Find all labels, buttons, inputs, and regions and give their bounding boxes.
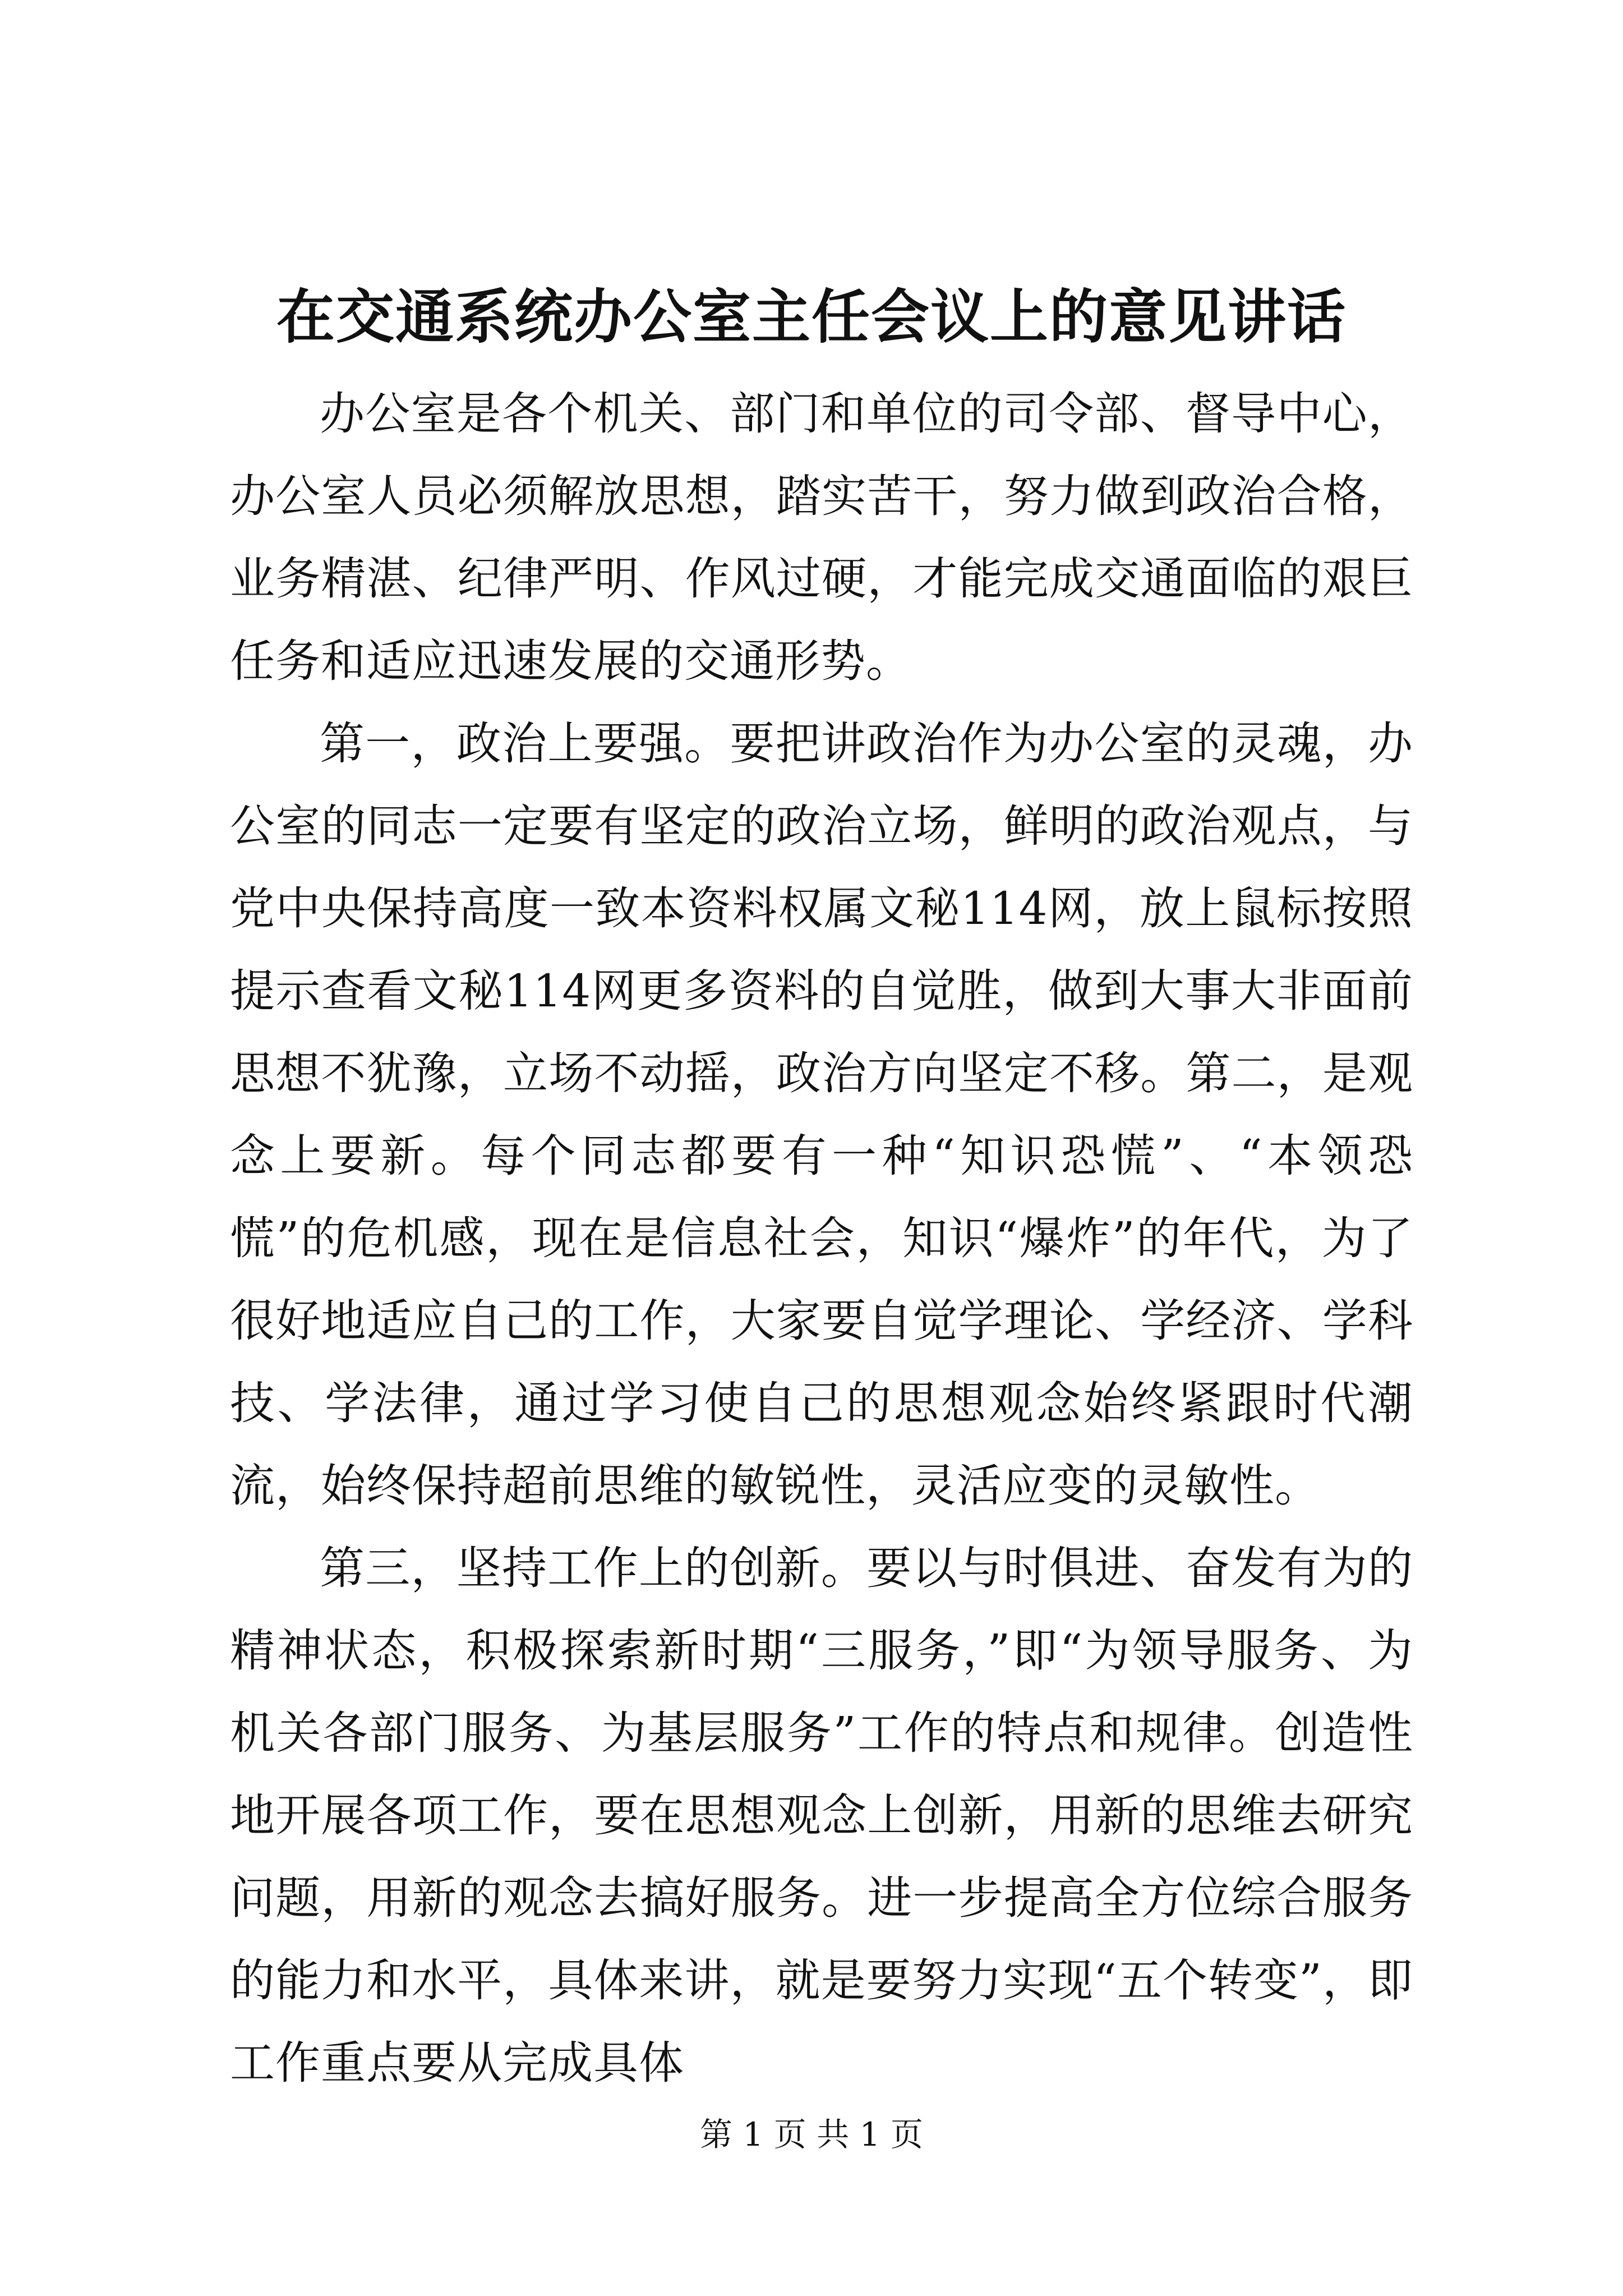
document-body: [230, 372, 1413, 2104]
paragraph-2: 第一，政治上要强。要把讲政治作为办公室的灵魂，办公室的同志一定要有坚定的政治立场，鲜明的政治观点，与党中央保持高度一致本资料权属文秘114网，放上鼠标按照提示查看文秘114网更多资料的自觉胜，做到大事大非面前思想不犹豫，立场不动摇，政治方向坚定不移。第二，是观念上要新。每个同志都要有一种“知识恐慌”、“本领恐慌”的危机感，现在是信息社会，知识“爆炸”的年代，为了很好地适应自己的工作，大家要自觉学理论、学经济、学科技、学法律，通过学习使自己的思想观念始终紧跟时代潮流，始终保持超前思维的敏锐性，灵活应变的灵敏性。: [230, 717, 1413, 1512]
paragraph-3: 第三，坚持工作上的创新。要以与时俱进、奋发有为的精神状态，积极探索新时期“三服务，”即“为领导服务、为机关各部门服务、为基层服务”工作的特点和规律。创造性地开展各项工作，要在思想观念上创新，用新的思维去研究问题，用新的观念去搞好服务。进一步提高全方位综合服务的能力和水平，具体来讲，就是要努力实现“五个转变”，即工作重点要从完成具体: [230, 1542, 1413, 2089]
paragraph-1: 办公室是各个机关、部门和单位的司令部、督导中心，办公室人员必须解放思想，踏实苦干，努力做到政治合格，业务精湛、纪律严明、作风过硬，才能完成交通面临的艰巨任务和适应迅速发展的交通形势。: [230, 388, 1413, 687]
document-title: 在交通系统办公室主任会议上的意见讲话: [276, 282, 1347, 351]
page-footer: 第 1 页 共 1 页: [700, 2115, 923, 2154]
